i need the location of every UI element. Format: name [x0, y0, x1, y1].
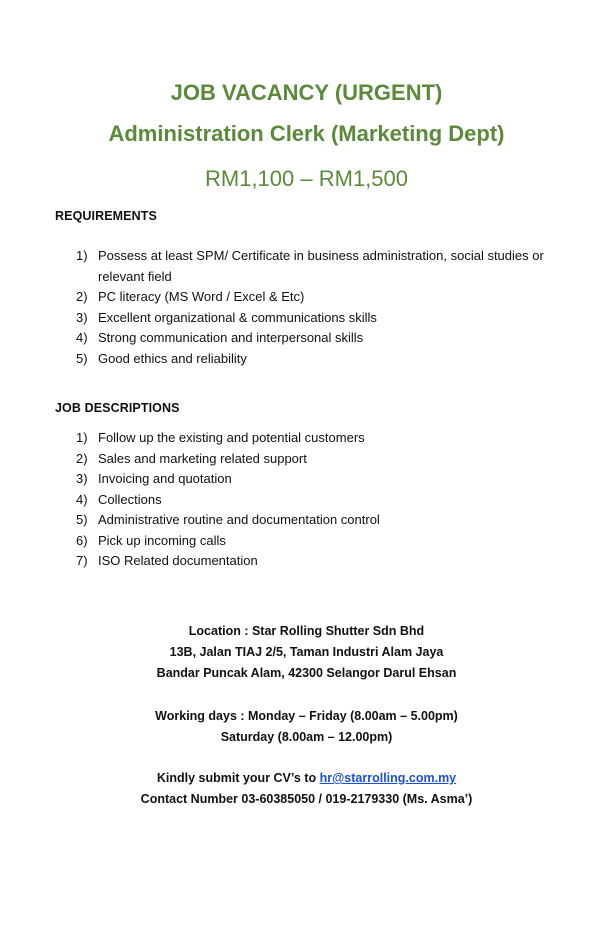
working-hours-block: [0, 706, 613, 748]
location-block: [0, 621, 613, 684]
working-days-saturday: Saturday (8.00am – 12.00pm): [220, 730, 393, 744]
item-number: 3): [76, 471, 88, 486]
location-company: Location : Star Rolling Shutter Sdn Bhd: [188, 624, 425, 638]
item-number: 1): [76, 248, 88, 263]
job-descriptions-heading: JOB DESCRIPTIONS: [55, 401, 180, 415]
list-item: [76, 349, 546, 370]
list-item: [76, 510, 546, 531]
item-text: Invoicing and quotation: [98, 471, 232, 486]
list-item: [76, 428, 546, 449]
list-item: [76, 449, 546, 470]
item-text: ISO Related documentation: [98, 553, 258, 568]
list-item: [76, 551, 546, 572]
item-number: 2): [76, 450, 88, 466]
contact-number: Contact Number 03-60385050 / 019-2179330 (Ms. Asma’): [140, 792, 473, 806]
working-days-weekday: Working days : Monday – Friday (8.00am – 5.00pm): [155, 709, 458, 723]
submit-cv-line: [0, 768, 613, 789]
item-text: Collections: [98, 491, 162, 507]
requirements-list: [76, 246, 546, 369]
item-text: Administrative routine and documentation control: [98, 512, 380, 527]
location-address-1: 13B, Jalan TIAJ 2/5, Taman Industri Alam Jaya: [169, 645, 444, 659]
item-text: Strong communication and interpersonal skills: [98, 330, 364, 345]
item-number: 5): [76, 512, 88, 527]
job-descriptions-list: [76, 428, 546, 572]
salary-range: RM1,100 – RM1,500: [205, 166, 408, 191]
item-text: Sales and marketing related support: [98, 450, 307, 466]
item-number: 1): [76, 430, 88, 445]
location-address-2: Bandar Puncak Alam, 42300 Selangor Darul Ehsan: [156, 666, 457, 680]
item-text: Good ethics and reliability: [98, 350, 247, 366]
item-number: 6): [76, 532, 88, 548]
list-item: [76, 308, 546, 329]
list-item: [76, 328, 546, 349]
submit-cv-text: Kindly submit your CV’s to: [156, 771, 320, 785]
list-item: [76, 287, 546, 308]
contact-block: [0, 768, 613, 810]
item-text: Possess at least SPM/ Certificate in business administration, social studies or relevant field: [98, 248, 544, 284]
item-number: 7): [76, 553, 88, 568]
item-number: 4): [76, 491, 88, 507]
item-number: 4): [76, 330, 88, 345]
list-item: [76, 490, 546, 511]
item-number: 5): [76, 350, 88, 366]
item-text: Follow up the existing and potential customers: [98, 430, 365, 445]
email-link[interactable]: hr@starrolling.com.my: [319, 771, 457, 785]
list-item: [76, 531, 546, 552]
item-text: PC literacy (MS Word / Excel & Etc): [98, 289, 305, 304]
requirements-heading: REQUIREMENTS: [55, 209, 157, 223]
item-number: 2): [76, 289, 88, 304]
list-item: [76, 469, 546, 490]
vacancy-title: JOB VACANCY (URGENT): [170, 80, 443, 105]
item-text: Pick up incoming calls: [98, 532, 226, 548]
item-number: 3): [76, 309, 88, 325]
list-item: [76, 246, 546, 287]
position-title: Administration Clerk (Marketing Dept): [108, 121, 505, 146]
item-text: Excellent organizational & communications skills: [98, 309, 377, 325]
